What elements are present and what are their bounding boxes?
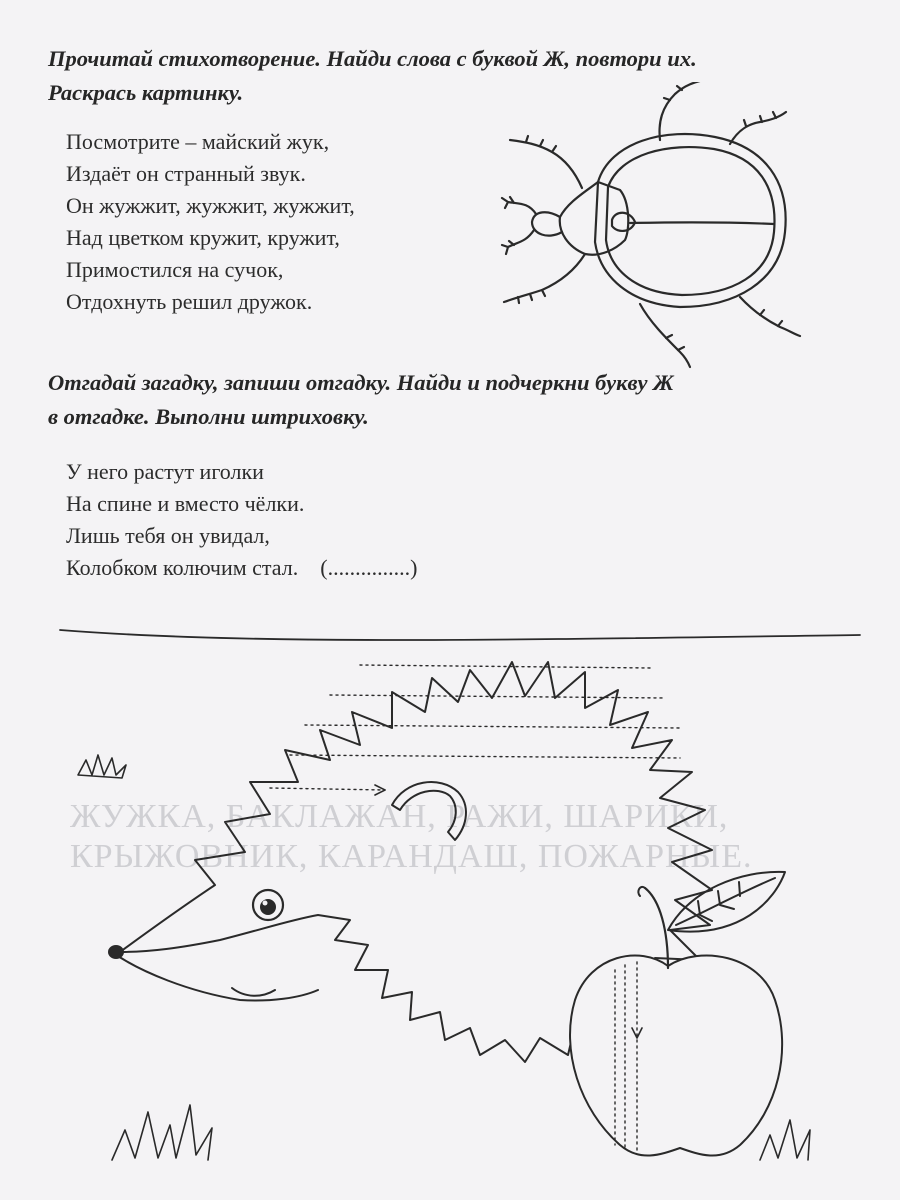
- poem-line: Отдохнуть решил дружок.: [66, 289, 313, 314]
- bleed-through-text-2: КРЫЖОВНИК, КАРАНДАШ, ПОЖАРНЫЕ.: [70, 838, 753, 875]
- poem-line: Он жужжит, жужжит, жужжит,: [66, 193, 355, 218]
- hedgehog-ear: [392, 782, 466, 840]
- task1-line1: Прочитай стихотворение. Найди слова с буквой Ж, повтори их.: [48, 46, 697, 71]
- task2-line1: Отгадай загадку, запиши отгадку. Найди и подчеркни букву Ж: [48, 370, 674, 395]
- riddle-line: [66, 552, 417, 584]
- ground-line: [60, 630, 860, 640]
- poem-may-beetle: [66, 126, 355, 318]
- beetle-illustration[interactable]: [490, 82, 810, 372]
- tracing-lines: [270, 665, 680, 790]
- task-instruction-2: [48, 366, 868, 434]
- poem-line: Над цветком кружит, кружит,: [66, 225, 340, 250]
- riddle-line: На спине и вместо чёлки.: [66, 491, 305, 516]
- poem-line: Примостился на сучок,: [66, 257, 284, 282]
- task2-line2: в отгадке. Выполни штриховку.: [48, 404, 369, 429]
- hedgehog-snout: [112, 952, 318, 1001]
- grass-tuft-left-top: [78, 755, 126, 778]
- grass-tuft-bottom-right: [760, 1120, 810, 1160]
- bleed-through-text-1: ЖУЖКА, БАКЛАЖАН, РАЖИ, ШАРИКИ,: [70, 798, 729, 835]
- hedgehog-illustration[interactable]: [0, 600, 900, 1200]
- riddle-line: У него растут иголки: [66, 459, 264, 484]
- hedgehog-mouth: [232, 988, 275, 996]
- poem-line: Издаёт он странный звук.: [66, 161, 306, 186]
- answer-blank[interactable]: (...............): [320, 555, 418, 580]
- task1-line2: Раскрась картинку.: [48, 80, 244, 105]
- riddle-last-line: Колобком колючим стал.: [66, 555, 299, 580]
- grass-tuft-bottom-left: [112, 1105, 212, 1160]
- riddle-line: Лишь тебя он увидал,: [66, 523, 270, 548]
- hedgehog-nose: [109, 946, 123, 958]
- poem-line: Посмотрите – майский жук,: [66, 129, 330, 154]
- apple-body: [570, 955, 782, 1155]
- riddle-hedgehog: [66, 456, 417, 584]
